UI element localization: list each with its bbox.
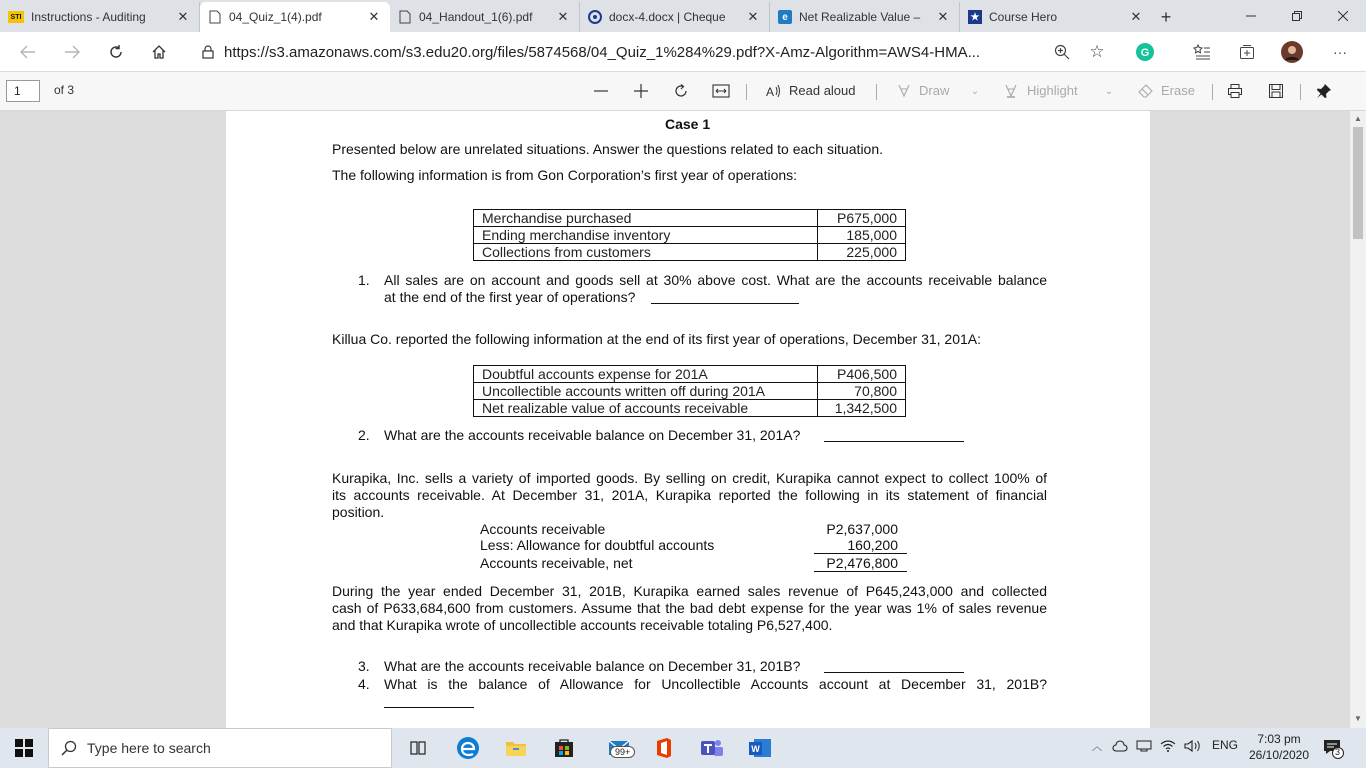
page-total: of 3 <box>54 83 75 97</box>
notification-icon[interactable] <box>1322 737 1344 762</box>
task-view-icon[interactable] <box>402 732 434 764</box>
table-row: Uncollectible accounts written off during 201A 70,800 <box>474 383 906 400</box>
system-clock[interactable] <box>1244 731 1314 763</box>
search-placeholder: Type here to search <box>87 740 211 756</box>
cloud-icon[interactable] <box>1112 740 1128 755</box>
minimize-icon[interactable] <box>1228 0 1274 32</box>
grammarly-icon[interactable] <box>1133 40 1157 64</box>
mail-badge: 99+ <box>610 746 635 758</box>
table-row: Doubtful accounts expense for 201A P406,500 <box>474 366 906 383</box>
close-icon[interactable]: ✕ <box>747 9 759 24</box>
print-icon[interactable] <box>1224 81 1246 101</box>
fit-page-icon[interactable] <box>710 81 732 101</box>
q4-number: 4. <box>358 676 370 692</box>
zoom-in-icon[interactable] <box>630 81 652 101</box>
killua-intro: Killua Co. reported the following information at the end of its first year of operations, December 31, 201A: <box>332 331 982 347</box>
url-text: https://s3.amazonaws.com/s3.edu20.org/files/5874568/04_Quiz_1%284%29.pdf?X-Amz-Algorithm=AWS4-HMA... <box>224 43 981 61</box>
refresh-icon[interactable] <box>102 38 130 66</box>
notification-count: 3 <box>1335 747 1341 757</box>
eraser-icon[interactable] <box>1135 81 1157 101</box>
answer-blank-q2[interactable] <box>824 441 964 442</box>
answer-blank-q1[interactable] <box>651 303 799 304</box>
chevron-down-icon[interactable]: ⌄ <box>970 85 980 97</box>
mail-app-icon[interactable] <box>600 732 640 764</box>
collections-icon[interactable] <box>1235 40 1259 64</box>
wifi-icon[interactable] <box>1160 740 1176 755</box>
restore-icon[interactable] <box>1274 0 1320 32</box>
teams-icon[interactable] <box>696 732 728 764</box>
q1-number: 1. <box>358 272 370 288</box>
window-close-icon[interactable] <box>1320 0 1366 32</box>
close-icon[interactable]: ✕ <box>557 9 569 24</box>
profile-avatar[interactable] <box>1280 40 1304 64</box>
svg-text:W: W <box>751 744 760 754</box>
sfp-total-line <box>814 571 907 572</box>
forward-arrow-icon[interactable] <box>58 38 86 66</box>
close-icon[interactable]: ✕ <box>937 9 949 24</box>
windows-start-icon[interactable] <box>0 728 48 768</box>
sfp-label-net: Accounts receivable, net <box>480 555 633 571</box>
q1-line1: All sales are on account and goods sell at 30% above cost. What are the accounts receivable balance <box>384 272 1047 288</box>
q1-line2: at the end of the first year of operations? <box>384 289 636 305</box>
case-title: Case 1 <box>665 116 711 132</box>
scrollbar-thumb[interactable] <box>1353 127 1363 239</box>
tab-net-realizable-value[interactable]: e Net Realizable Value – ✕ <box>770 2 960 32</box>
sfp-value-net: P2,476,800 <box>826 555 898 571</box>
gon-table <box>473 209 906 261</box>
tab-04-handout[interactable]: 04_Handout_1(6).pdf ✕ <box>390 2 580 32</box>
during-line3: and that Kurapika wrote of uncollectible accounts receivable totaling P6,527,400. <box>332 617 833 633</box>
address-toolbar <box>0 32 1366 72</box>
store-icon[interactable] <box>548 732 580 764</box>
sti-favicon: STI <box>8 11 24 23</box>
pdf-toolbar <box>0 72 1366 111</box>
highlighter-icon[interactable] <box>1000 81 1022 101</box>
svg-text:G: G <box>1140 47 1150 59</box>
sfp-label-ar: Accounts receivable <box>480 521 606 537</box>
close-icon[interactable]: ✕ <box>177 9 189 24</box>
network-adapter-icon[interactable] <box>1136 740 1152 755</box>
gon-intro: The following information is from Gon Corporation’s first year of operations: <box>332 167 798 183</box>
table-row: Net realizable value of accounts receivable 1,342,500 <box>474 400 906 417</box>
draw-pen-icon[interactable] <box>893 81 915 101</box>
sfp-value-allowance: 160,200 <box>847 537 898 553</box>
edge-browser-icon[interactable] <box>452 732 484 764</box>
kurapika-line1: Kurapika, Inc. sells a variety of imported goods. By selling on credit, Kurapika cannot expect to collect 100% of <box>332 470 1047 486</box>
back-arrow-icon[interactable] <box>14 38 42 66</box>
pdf-file-icon <box>398 10 412 24</box>
edge-favicon: e <box>778 10 792 24</box>
tab-04-quiz[interactable]: 04_Quiz_1(4).pdf ✕ <box>200 2 390 32</box>
q4-text: What is the balance of Allowance for Uncollectible Accounts account at December 31, 201B? <box>384 676 1047 692</box>
speaker-icon[interactable] <box>1184 740 1202 755</box>
lock-icon <box>202 45 214 59</box>
table-row: Ending merchandise inventory 185,000 <box>474 227 906 244</box>
erase-button[interactable]: Erase <box>1161 83 1195 98</box>
tab-strip <box>0 0 1366 32</box>
course-hero-favicon <box>588 10 602 24</box>
sfp-label-allowance: Less: Allowance for doubtful accounts <box>480 537 715 553</box>
save-icon[interactable] <box>1265 81 1287 101</box>
file-explorer-icon[interactable] <box>500 732 532 764</box>
sfp-subtotal-line <box>814 553 907 554</box>
chevron-down-icon[interactable]: ⌄ <box>1104 85 1114 97</box>
more-options-icon[interactable]: ··· <box>1333 44 1347 60</box>
answer-blank-q4[interactable] <box>384 707 474 708</box>
address-bar[interactable] <box>190 37 1116 67</box>
clock-date: 26/10/2020 <box>1248 748 1310 762</box>
pin-toolbar-icon[interactable] <box>1313 81 1335 101</box>
rotate-icon[interactable] <box>670 81 692 101</box>
kurapika-line2: its accounts receivable. At December 31, 201A, Kurapika reported the following in its statement of financial <box>332 487 1047 503</box>
killua-table <box>473 365 906 417</box>
tab-docx-cheque[interactable]: docx-4.docx | Cheque ✕ <box>580 2 770 32</box>
read-aloud-button[interactable]: Read aloud <box>789 83 856 98</box>
draw-button[interactable]: Draw <box>919 83 950 98</box>
clock-time: 7:03 pm <box>1257 732 1301 746</box>
tab-course-hero[interactable]: ★ Course Hero ✕ <box>960 2 1152 32</box>
during-line1: During the year ended December 31, 201B, Kurapika earned sales revenue of P645,243,000 and collected <box>332 583 1047 599</box>
page-number-input[interactable]: 1 <box>6 80 40 102</box>
zoom-out-icon[interactable] <box>590 81 612 101</box>
home-icon[interactable] <box>145 38 173 66</box>
new-tab-button[interactable]: + <box>1160 6 1172 27</box>
close-icon[interactable]: ✕ <box>368 9 380 24</box>
search-icon <box>61 740 77 756</box>
favorites-list-icon[interactable] <box>1190 40 1214 64</box>
q2-text: What are the accounts receivable balance on December 31, 201A? <box>384 427 801 443</box>
taskbar-search[interactable] <box>48 728 392 768</box>
scroll-up-icon[interactable]: ▲ <box>1354 114 1362 123</box>
chevron-up-icon[interactable]: ︿ <box>1092 742 1102 753</box>
svg-text:A: A <box>766 85 775 99</box>
toolbar-divider <box>746 84 747 100</box>
table-row: Collections from customers 225,000 <box>474 244 906 261</box>
vertical-scrollbar[interactable] <box>1350 111 1366 728</box>
taskbar <box>0 728 1366 768</box>
table-row: Merchandise purchased P675,000 <box>474 210 906 227</box>
answer-blank-q3[interactable] <box>824 672 964 673</box>
language-indicator[interactable]: ENG <box>1212 738 1239 752</box>
intro-text: Presented below are unrelated situations. Answer the questions related to each situation. <box>332 141 884 157</box>
q3-text: What are the accounts receivable balance on December 31, 201B? <box>384 658 801 674</box>
toolbar-divider <box>876 84 877 100</box>
read-aloud-icon[interactable] <box>762 81 784 101</box>
zoom-icon[interactable] <box>1050 40 1074 64</box>
course-hero-star-favicon: ★ <box>968 10 982 24</box>
sfp-value-ar: P2,637,000 <box>826 521 898 537</box>
q3-number: 3. <box>358 658 370 674</box>
favorite-star-icon[interactable]: ☆ <box>1089 42 1105 61</box>
pdf-file-icon <box>208 10 222 24</box>
word-icon[interactable] <box>744 732 776 764</box>
highlight-button[interactable]: Highlight <box>1027 83 1078 98</box>
pdf-page <box>226 111 1150 728</box>
toolbar-divider <box>1300 84 1301 100</box>
pdf-viewer[interactable] <box>0 111 1366 728</box>
tab-instructions-auditing[interactable]: STI Instructions - Auditing ✕ <box>0 2 200 32</box>
office-icon[interactable] <box>648 732 680 764</box>
during-line2: cash of P633,684,600 from customers. Assume that the bad debt expense for the year was 1% of sales revenue <box>332 600 1047 616</box>
scroll-down-icon[interactable]: ▼ <box>1354 714 1362 723</box>
toolbar-divider <box>1212 84 1213 100</box>
kurapika-line3: position. <box>332 504 385 520</box>
close-icon[interactable]: ✕ <box>1130 9 1142 24</box>
q2-number: 2. <box>358 427 370 443</box>
